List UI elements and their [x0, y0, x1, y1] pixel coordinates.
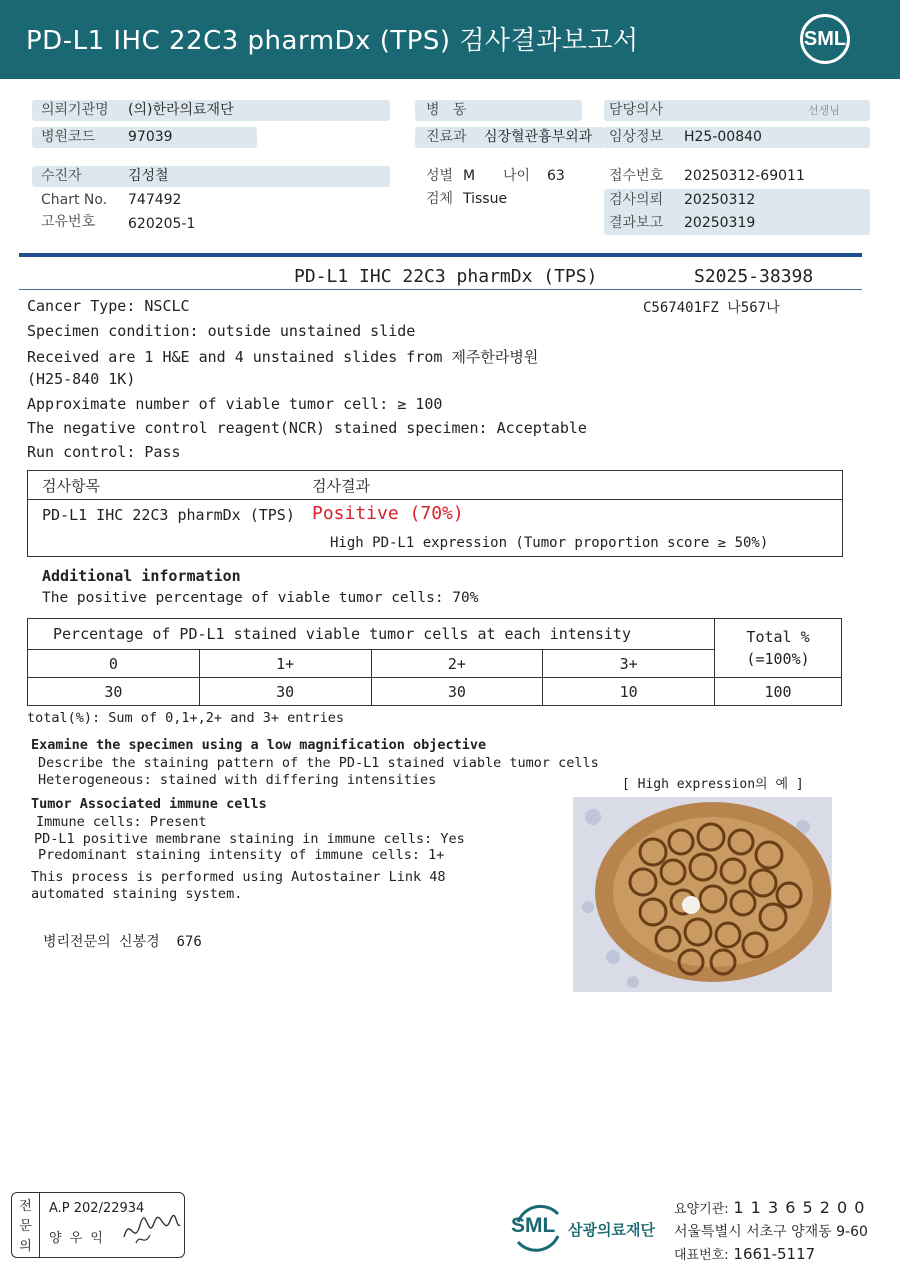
- sml-logo-text: SML: [803, 28, 847, 50]
- sex-value: M: [463, 168, 476, 184]
- report-line: Approximate number of viable tumor cell: ≥ 100: [27, 395, 443, 413]
- sex-label: 성별: [426, 168, 454, 184]
- stamp-char: 의: [19, 1239, 32, 1254]
- sml-footer-logo-text: SML: [511, 1214, 556, 1237]
- result-col-item: 검사항목: [42, 477, 100, 495]
- result-interpretation: High PD-L1 expression (Tumor proportion score ≥ 50%): [330, 535, 769, 551]
- intensity-header: Percentage of PD-L1 stained viable tumor cells at each intensity: [28, 619, 715, 650]
- case-number: S2025-38398: [694, 266, 814, 287]
- doctor-label: 담당의사: [609, 102, 664, 118]
- org-address: 서울특별시 서초구 양재동 9-60: [674, 1224, 868, 1240]
- result-date-label: 결과보고: [609, 215, 664, 231]
- hospital-code-value: 97039: [128, 129, 173, 145]
- intensity-value: 30: [28, 678, 200, 706]
- org-name: 삼광의료재단: [568, 1221, 655, 1239]
- examine-title: Examine the specimen using a low magnification objective: [31, 737, 487, 753]
- report-line: Specimen condition: outside unstained slide: [27, 322, 416, 340]
- clinical-label: 임상정보: [609, 129, 664, 145]
- report-line: Cancer Type: NSCLC: [27, 297, 190, 315]
- stamp-char: 문: [19, 1219, 32, 1234]
- report-line: (H25-840 1K): [27, 370, 136, 388]
- specimen-value: Tissue: [463, 191, 508, 207]
- ward-label: 병 동: [426, 102, 467, 118]
- org-code: 1 1 3 6 5 2 0 0: [733, 1198, 866, 1217]
- org-phone-label: 대표번호:: [674, 1248, 729, 1263]
- unique-label: 고유번호: [41, 214, 96, 230]
- stamp-ap: A.P 202/22934: [49, 1201, 145, 1216]
- result-box-divider: [28, 499, 842, 500]
- signature-icon: [120, 1207, 182, 1249]
- patient-value: 김성철: [128, 168, 169, 184]
- org-code-label: 요양기관:: [674, 1202, 729, 1217]
- doctor-suffix: 선생님: [808, 104, 840, 117]
- total-header: Total %: [746, 628, 810, 646]
- additional-title: Additional information: [42, 567, 241, 585]
- pathologist: 병리전문의 신봉경 676: [43, 934, 202, 950]
- stamp-name: 양 우 익: [49, 1231, 105, 1246]
- process-line: automated staining system.: [31, 886, 243, 902]
- sml-logo: [800, 14, 850, 64]
- specimen-code: C567401FZ 나567나: [643, 300, 780, 316]
- examine-line: Heterogeneous: stained with differing intensities: [38, 772, 437, 788]
- pathologist-stamp: [11, 1192, 185, 1258]
- result-col-result: 검사결과: [312, 477, 370, 495]
- intensity-value: 30: [199, 678, 371, 706]
- report-test-name: PD-L1 IHC 22C3 pharmDx (TPS): [294, 266, 598, 287]
- institution-value: (의)한라의료재단: [128, 102, 234, 118]
- additional-text: The positive percentage of viable tumor cells: 70%: [42, 590, 479, 606]
- result-positive: Positive (70%): [312, 503, 464, 524]
- ihc-sample-image: [573, 797, 832, 992]
- intensity-level: 0: [28, 650, 200, 678]
- total-subheader: (=100%): [746, 650, 810, 668]
- intensity-value: 30: [371, 678, 543, 706]
- section-rule: [19, 253, 862, 257]
- total-note: total(%): Sum of 0,1+,2+ and 3+ entries: [27, 710, 344, 726]
- intensity-level: 1+: [199, 650, 371, 678]
- report-line: Received are 1 H&E and 4 unstained slides from 제주한라병원: [27, 348, 539, 366]
- report-title: PD-L1 IHC 22C3 pharmDx (TPS) 검사결과보고서: [26, 26, 639, 56]
- header-underline: [19, 289, 862, 290]
- dept-label: 진료과: [426, 129, 467, 145]
- intensity-level: 2+: [371, 650, 543, 678]
- org-phone-line: [674, 1244, 815, 1263]
- stamp-vertical-label: [12, 1193, 40, 1257]
- intensity-table: [27, 618, 842, 706]
- immune-line: Immune cells: Present: [36, 814, 207, 830]
- receipt-label: 접수번호: [609, 168, 664, 184]
- org-code-line: [674, 1198, 865, 1217]
- request-label: 검사의뢰: [609, 192, 664, 208]
- request-value: 20250312: [684, 192, 756, 208]
- unique-value: 620205-1: [128, 216, 196, 232]
- institution-label: 의뢰기관명: [41, 102, 109, 118]
- immune-line: Predominant staining intensity of immune cells: 1+: [38, 847, 445, 863]
- report-header: [0, 0, 900, 79]
- age-value: 63: [547, 168, 565, 184]
- intensity-value: 10: [543, 678, 715, 706]
- intensity-level: 3+: [543, 650, 715, 678]
- sml-footer-logo: [510, 1200, 566, 1256]
- result-date-value: 20250319: [684, 215, 756, 231]
- patient-label: 수진자: [41, 168, 82, 184]
- intensity-total: 100: [715, 678, 842, 706]
- receipt-value: 20250312-69011: [684, 168, 805, 184]
- process-line: This process is performed using Autostainer Link 48: [31, 869, 446, 885]
- chart-label: Chart No.: [41, 192, 108, 208]
- ihc-sample-illustration: [573, 797, 832, 992]
- total-header-cell: [715, 619, 842, 678]
- patient-row: [32, 166, 390, 187]
- org-phone: 1661-5117: [733, 1245, 816, 1263]
- immune-line: PD-L1 positive membrane staining in immune cells: Yes: [34, 831, 465, 847]
- examine-line: Describe the staining pattern of the PD-L1 stained viable tumor cells: [38, 755, 599, 771]
- dept-value: 심장혈관흉부외과: [484, 129, 593, 145]
- chart-value: 747492: [128, 192, 182, 208]
- report-line: The negative control reagent(NCR) stained specimen: Acceptable: [27, 419, 587, 437]
- result-item-name: PD-L1 IHC 22C3 pharmDx (TPS): [42, 506, 295, 524]
- report-line: Run control: Pass: [27, 443, 181, 461]
- specimen-label: 검체: [426, 191, 454, 207]
- stamp-char: 전: [19, 1199, 32, 1214]
- age-label: 나이: [503, 168, 531, 184]
- hospital-code-label: 병원코드: [41, 129, 96, 145]
- image-caption: [ High expression의 예 ]: [622, 777, 804, 792]
- clinical-value: H25-00840: [684, 129, 762, 145]
- immune-title: Tumor Associated immune cells: [31, 796, 267, 812]
- result-box: [27, 470, 843, 557]
